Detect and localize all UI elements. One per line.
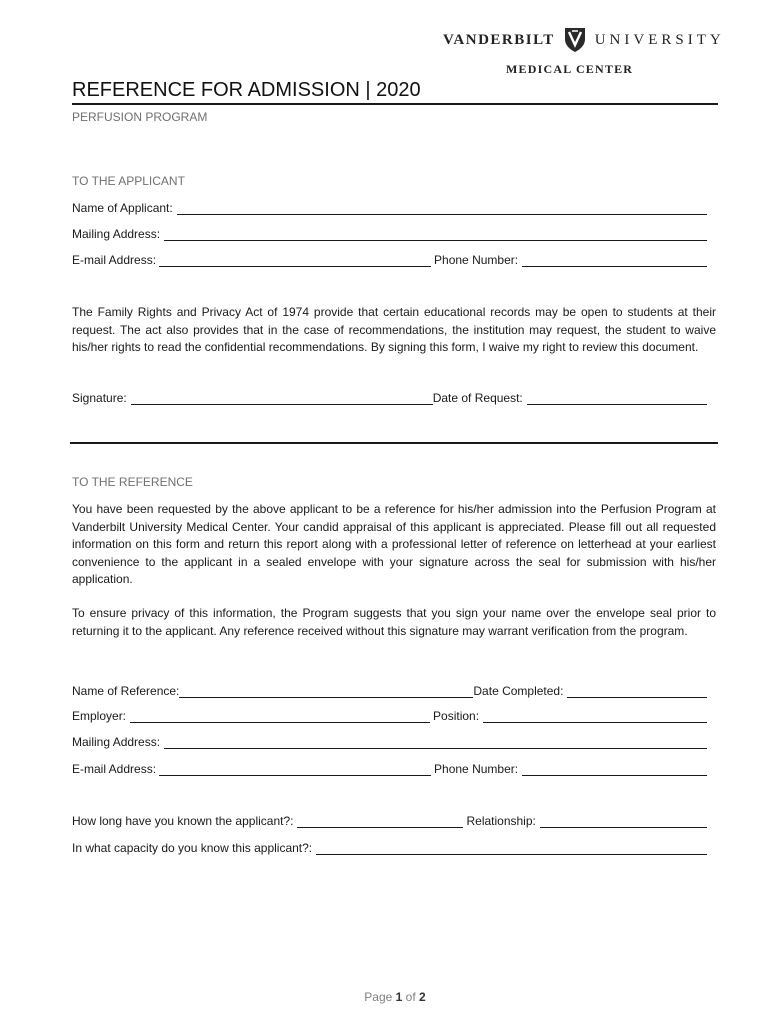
page-word: Page — [364, 990, 393, 1004]
logo-subtitle: MEDICAL CENTER — [506, 62, 634, 76]
section-divider — [70, 442, 718, 444]
date-of-request-label: Date of Request: — [432, 391, 523, 405]
reference-section-heading: TO THE REFERENCE — [72, 475, 193, 489]
privacy-seal-paragraph: To ensure privacy of this information, the Program suggests that you sign your name over the envelope seal prior to returning it to the applicant. Any reference received without this signature may warrant verification from the program. — [72, 606, 716, 638]
applicant-mailing-label: Mailing Address: — [72, 227, 161, 241]
applicant-phone-field[interactable] — [522, 254, 707, 267]
applicant-section-heading: TO THE APPLICANT — [72, 174, 185, 188]
reference-name-label: Name of Reference: — [72, 684, 180, 698]
date-completed-field[interactable] — [567, 685, 707, 698]
applicant-email-field[interactable] — [159, 254, 431, 267]
reference-email-label: E-mail Address: — [72, 762, 157, 776]
date-of-request-field[interactable] — [527, 392, 707, 405]
reference-name-field[interactable] — [179, 685, 473, 698]
logo-text-left: VANDERBILT — [443, 31, 555, 48]
reference-phone-field[interactable] — [522, 763, 707, 776]
reference-mailing-label: Mailing Address: — [72, 735, 161, 749]
title-divider — [72, 103, 718, 105]
applicant-email-label: E-mail Address: — [72, 253, 157, 267]
signature-row — [72, 391, 707, 405]
position-label: Position: — [433, 709, 480, 723]
shield-icon — [563, 27, 587, 53]
applicant-phone-label: Phone Number: — [434, 253, 519, 267]
privacy-paragraph: The Family Rights and Privacy Act of 1974 provide that certain educational records may be open to students at their request. The act also provides that in the case of recommendations, the institution may request, the student to waive his/her rights to read the confidential recommendations. By signing this form, I waive my right to review this document. — [72, 305, 716, 354]
reference-instructions-paragraph: You have been requested by the above applicant to be a reference for his/her admission into the Perfusion Program at Vanderbilt University Medical Center. Your candid appraisal of this applicant is appreciated. Please fill out all requested information on this form and return this report along with a professional letter of reference on letterhead at your earliest convenience to the applicant in a sealed envelope with your signature across the seal for submission with his/her application. — [72, 502, 716, 586]
known-duration-label: How long have you known the applicant?: — [72, 814, 294, 828]
reference-contact-row — [72, 762, 707, 776]
employer-row — [72, 709, 707, 723]
vanderbilt-logo — [443, 27, 725, 53]
reference-phone-label: Phone Number: — [434, 762, 519, 776]
reference-name-row — [72, 684, 707, 698]
applicant-name-row — [72, 201, 707, 215]
reference-mailing-row — [72, 735, 707, 749]
applicant-mailing-field[interactable] — [164, 228, 707, 241]
of-word: of — [405, 990, 416, 1004]
capacity-label: In what capacity do you know this applicant?: — [72, 841, 313, 855]
logo-text-right: UNIVERSITY — [594, 31, 725, 48]
relationship-label: Relationship: — [466, 814, 536, 828]
employer-label: Employer: — [72, 709, 127, 723]
reference-email-field[interactable] — [159, 763, 431, 776]
total-pages: 2 — [419, 990, 426, 1004]
applicant-name-label: Name of Applicant: — [72, 201, 173, 215]
reference-mailing-field[interactable] — [164, 736, 707, 749]
signature-field[interactable] — [131, 392, 433, 405]
program-subtitle: PERFUSION PROGRAM — [72, 110, 208, 124]
applicant-name-field[interactable] — [177, 202, 707, 215]
current-page: 1 — [395, 990, 403, 1004]
known-duration-field[interactable] — [297, 815, 463, 828]
page-title: REFERENCE FOR ADMISSION | 2020 — [72, 79, 421, 101]
applicant-mailing-row — [72, 227, 707, 241]
relationship-field[interactable] — [540, 815, 707, 828]
position-field[interactable] — [483, 710, 707, 723]
signature-label: Signature: — [72, 391, 127, 405]
capacity-field[interactable] — [316, 842, 707, 855]
applicant-contact-row — [72, 253, 707, 267]
employer-field[interactable] — [130, 710, 430, 723]
capacity-row — [72, 841, 707, 855]
known-duration-row — [72, 814, 707, 828]
page-number — [0, 990, 770, 1004]
date-completed-label: Date Completed: — [473, 684, 564, 698]
